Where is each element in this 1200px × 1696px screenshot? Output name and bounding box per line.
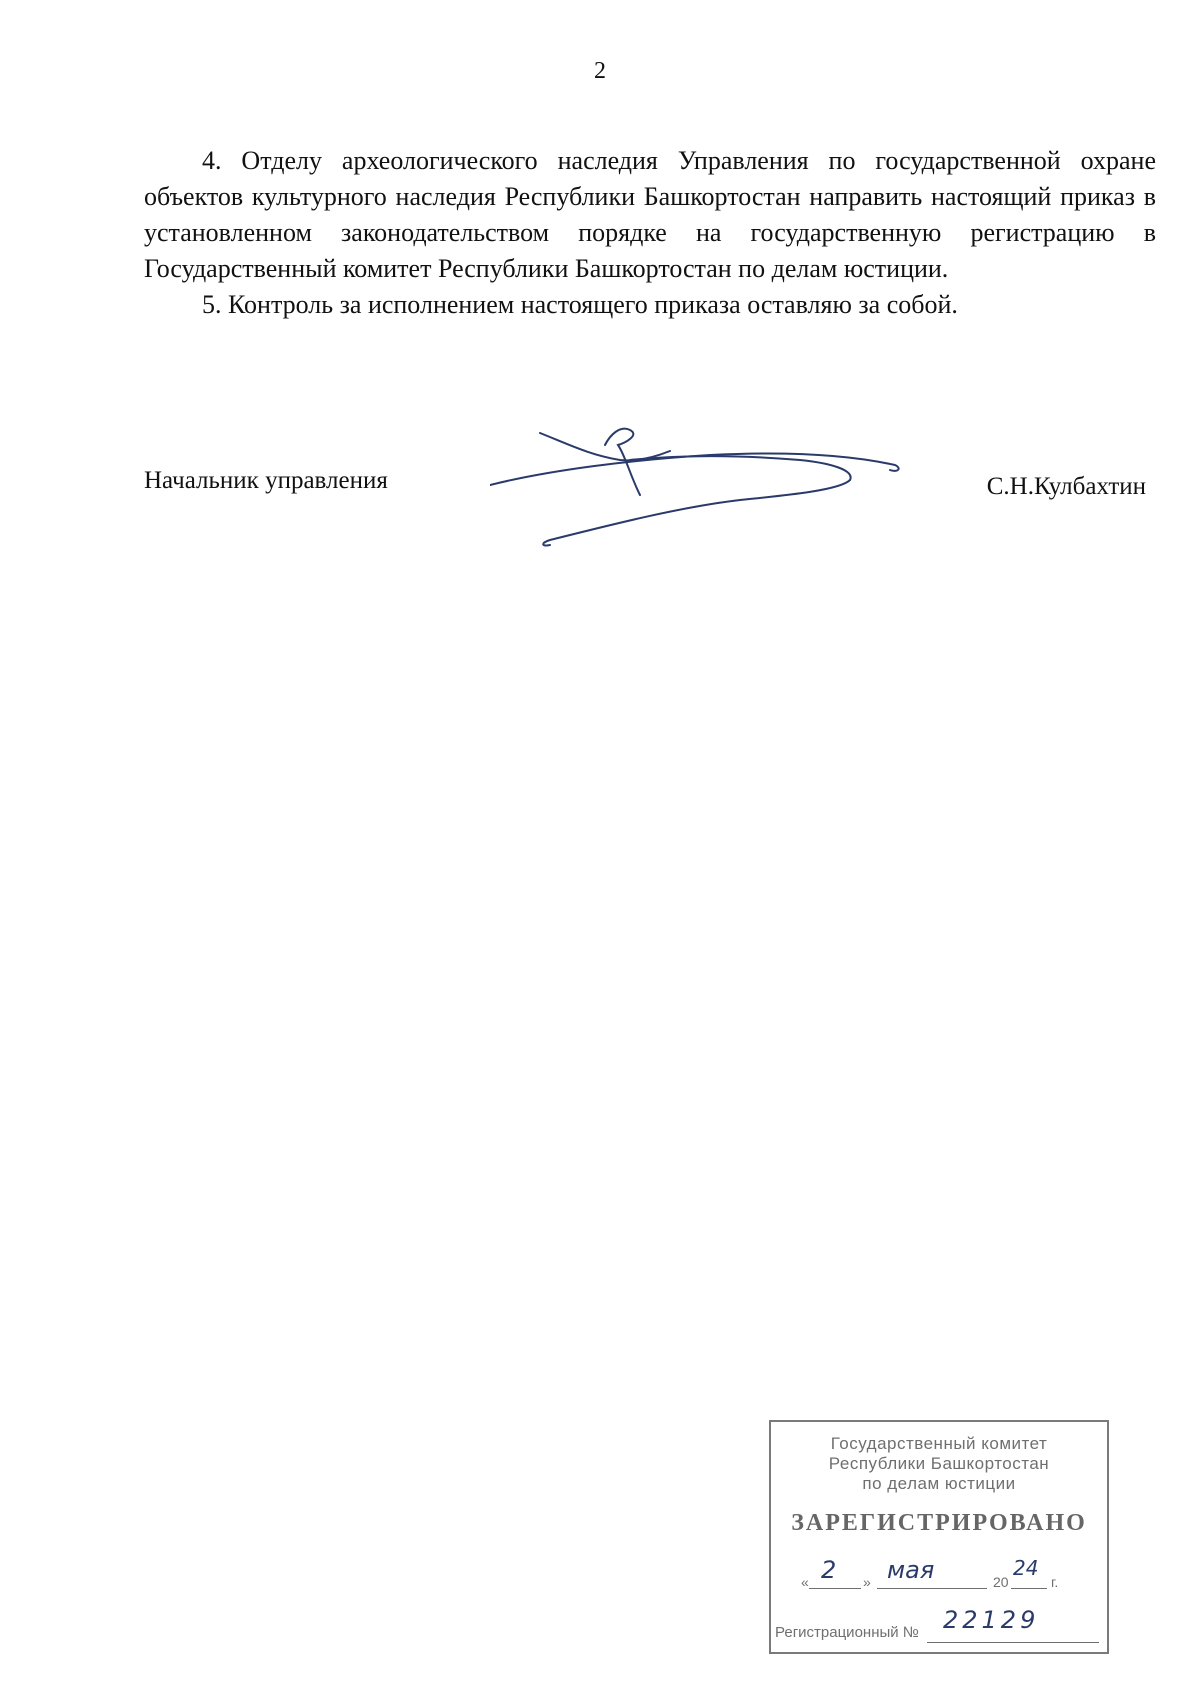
stamp-registration <box>775 1606 1105 1644</box>
date-open-quote: « <box>801 1574 809 1590</box>
signer-position: Начальник управления <box>144 467 388 494</box>
signer-name: С.Н.Кулбахтин <box>986 473 1146 500</box>
date-close-quote: » <box>863 1574 871 1590</box>
handwritten-signature <box>490 415 910 565</box>
stamp-org-line: по делам юстиции <box>862 1474 1016 1493</box>
stamp-org-line: Республики Башкортостан <box>828 1454 1050 1473</box>
paragraph-5: 5. Контроль за исполнением настоящего приказа оставляю за собой. <box>202 290 958 319</box>
reg-label: Регистрационный № <box>775 1624 919 1641</box>
signature-block <box>144 445 1156 555</box>
page-number: 2 <box>594 58 606 84</box>
registration-stamp <box>769 1420 1109 1654</box>
stamp-org-name <box>771 1434 1107 1494</box>
stamp-date <box>801 1556 1101 1592</box>
stamp-title: ЗАРЕГИСТРИРОВАНО <box>791 1510 1087 1536</box>
reg-number: 22129 <box>943 1606 1040 1634</box>
stamp-org-line: Государственный комитет <box>830 1434 1048 1453</box>
date-year-prefix: 20 <box>993 1574 1009 1590</box>
paragraph-4: 4. Отделу археологического наследия Управления по государственной охране объектов культурного наследия Республики Башкортостан направить настоящий приказ в установленном законодательством порядке на государственную регистрацию в Государственный комитет Республики Башкортостан по делам юстиции. <box>144 146 1156 283</box>
date-day: 2 <box>821 1556 837 1584</box>
document-body <box>144 143 1156 323</box>
date-year-suffix: 24 <box>1013 1556 1039 1580</box>
date-month: мая <box>887 1556 935 1584</box>
date-year-unit: г. <box>1051 1574 1059 1590</box>
